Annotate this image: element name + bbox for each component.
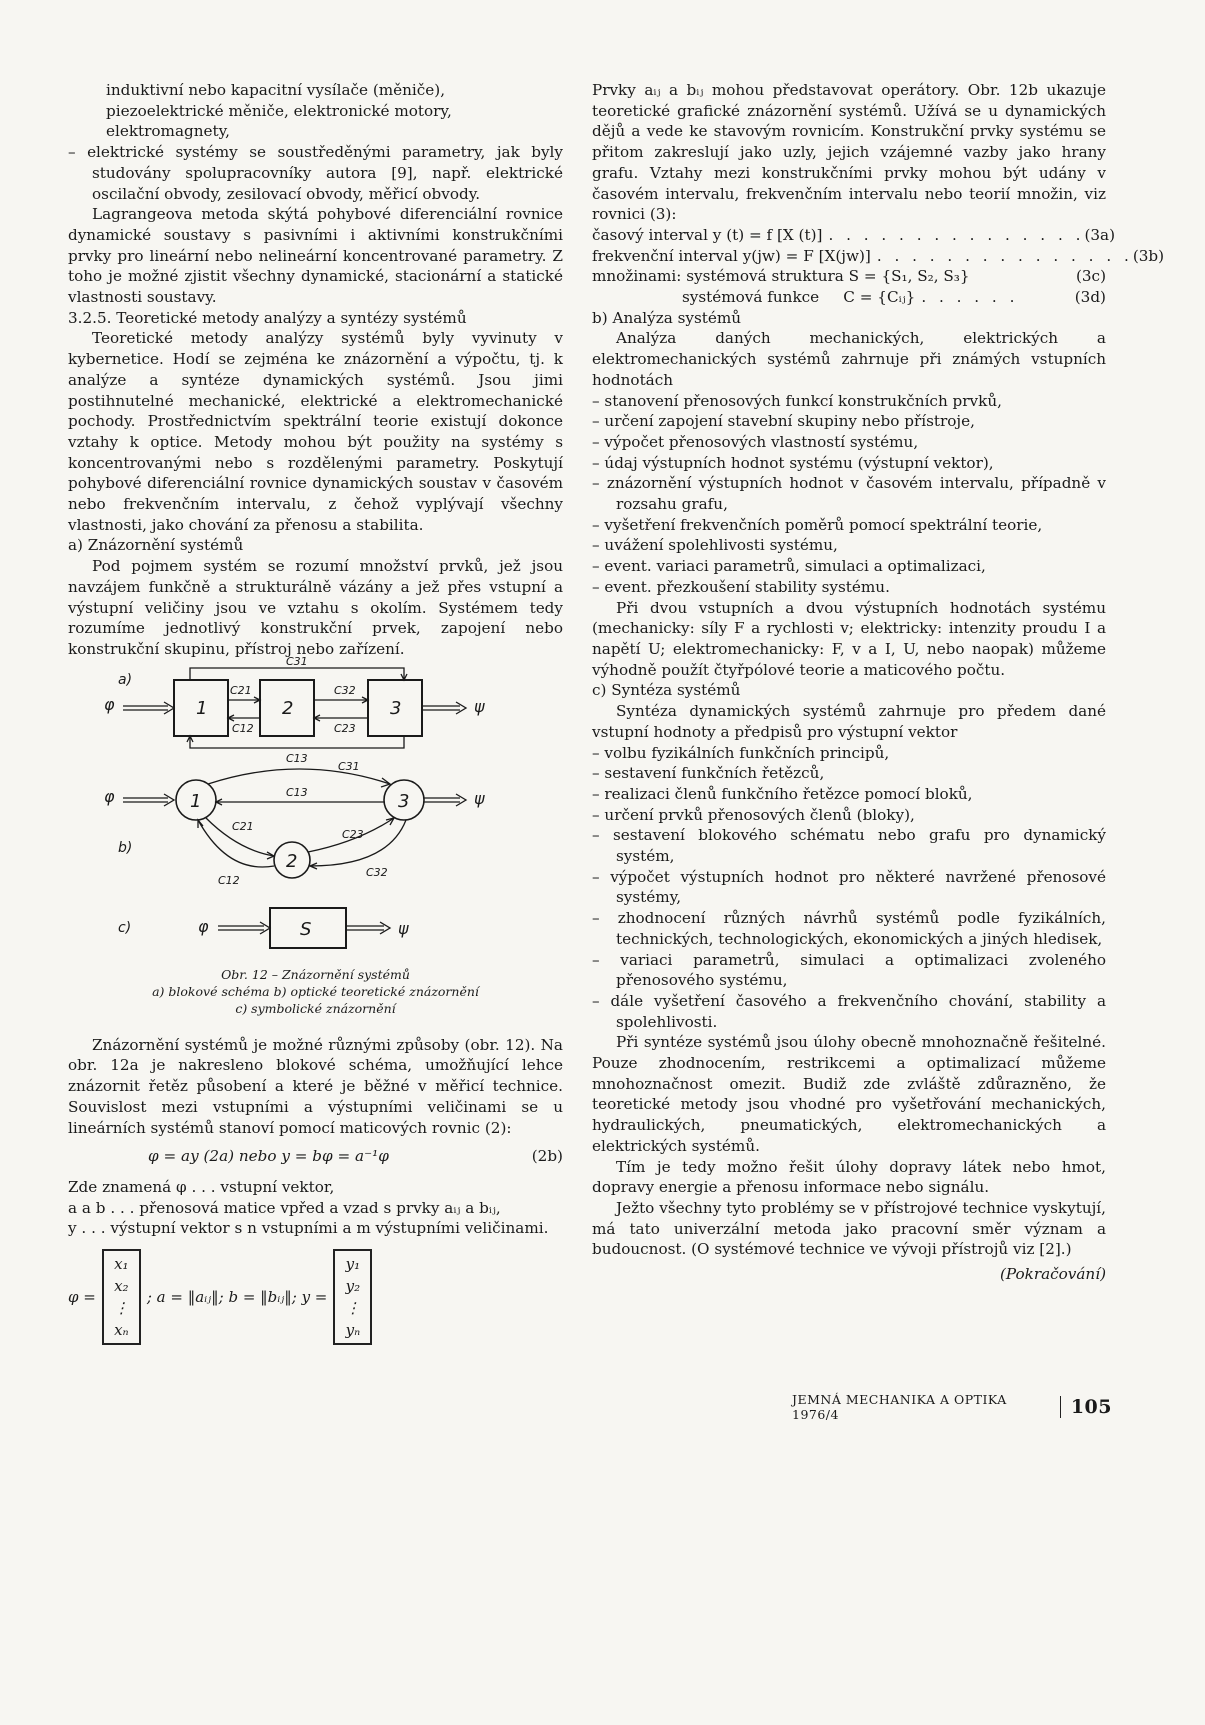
vector-y <box>333 1249 372 1345</box>
node-2-label: 2 <box>286 850 298 872</box>
b-c12: C12 <box>218 873 240 887</box>
block-3-label: 3 <box>390 697 402 719</box>
section-heading-325: 3.2.5. Teoretické metody analýzy a syntézy systémů <box>68 308 467 327</box>
equation-3c-text: množinami: systémová struktura S = {S₁, S₂, S₃} <box>592 267 970 286</box>
paragraph-elements: Prvky aᵢⱼ a bᵢⱼ mohou představovat operátory. Obr. 12b ukazuje teoretické grafické znázornění systémů. Užívá se u dynamických dějů a vede ke stavovým rovnicím. Konstrukční prvky systému se přitom zakreslují jako uzly, jejich vzájemné vazby jako hrany grafu. Vztahy mezi konstrukčními prvky mohou být udány v časovém intervalu, frekvenčním intervalu nebo teorií množin, viz rovnici (3): <box>592 81 1106 224</box>
list-item: – vyšetření frekvenčních poměrů pomocí spektrální teorie, <box>592 515 1043 534</box>
b-c21: C21 <box>232 819 254 833</box>
paragraph-system-concept: Pod pojmem systém se rozumí množství prvků, jež jsou navzájem funkčně a strukturálně vázány a jež přes vstupní a výstupní veličiny jsou ve vztahu s okolím. Systémem tedy rozumíme jednotlivý konstrukční prvek, zapojení nebo konstrukční skupinu, přístroj nebo zařízení. <box>68 557 563 658</box>
list-item: – dále vyšetření časového a frekvenčního chování, stability a spolehlivosti. <box>592 991 1106 1031</box>
paragraph-representation: Znázornění systémů je možné různými způsoby (obr. 12). Na obr. 12a je nakresleno blokové schéma, umožňující lehce znázornit řetěz působení a které je běžné v měřicí technice. Souvislost mezi vstupními a výstupními veličinami se u lineárních systémů stanoví pomocí maticových rovnic (2): <box>68 1035 563 1137</box>
vector-x-dots: ⋮ <box>113 1299 129 1318</box>
heading-b-analysis: b) Analýza systémů <box>592 308 742 327</box>
paragraph-two-inputs: Při dvou vstupních a dvou výstupních hodnotách systému (mechanicky: síly F a rychlosti v; elektricky: intenzity proudu I a napětí U; elektromechanicky: F, v a I, U, nebo naopak) můžeme výhodně použít čtyřpólové teorie a maticového počtu. <box>592 598 1106 679</box>
b-input-phi: φ <box>104 786 115 806</box>
bullet-electrical-systems: – elektrické systémy se soustředěnými parametry, jak byly studovány spolupracovníky autora [9], např. elektrické oscilační obvody, zesilovací obvody, měřicí obvody. <box>68 143 563 203</box>
c-output-psi: ψ <box>398 918 409 938</box>
block-1-label: 1 <box>196 697 208 719</box>
a-c13: C13 <box>286 751 308 765</box>
c-input-phi: φ <box>198 916 209 936</box>
a-c32: C32 <box>334 683 356 697</box>
matrix-middle: ; a = ‖aᵢⱼ‖; b = ‖bᵢⱼ‖; y = <box>146 1287 328 1306</box>
figure-caption-line2: c) symbolické znázornění <box>235 1000 396 1016</box>
b-c13: C13 <box>286 785 308 799</box>
equation-2b-number: (2b) <box>531 1147 563 1166</box>
matrix-phi-label: φ = <box>68 1287 96 1306</box>
a-c21: C21 <box>230 683 252 697</box>
list-item: – výpočet výstupních hodnot pro některé navržené přenosové systémy, <box>592 867 1106 907</box>
vector-y-dots: ⋮ <box>345 1299 361 1318</box>
paragraph-synthesis: Syntéza dynamických systémů zahrnuje pro předem dané vstupní hodnoty a předpisů pro výstupní vektor <box>592 702 1106 741</box>
vector-x-1: x₁ <box>114 1255 129 1274</box>
a-c12: C12 <box>232 721 254 735</box>
equation-2a: φ = ay (2a) nebo y = bφ = a⁻¹φ <box>148 1147 389 1166</box>
intro-continuation: induktivní nebo kapacitní vysílače (měniče), piezoelektrické měniče, elektronické motory, elektromagnety, <box>106 81 452 141</box>
vector-x <box>102 1249 141 1345</box>
page-footer <box>792 1392 1112 1422</box>
equation-3a: časový interval y (t) = f [X (t)] . . . . . . . . . . . . . . . (3a) <box>592 225 1116 244</box>
list-item: – sestavení blokového schématu nebo grafu pro dynamický systém, <box>592 826 1106 866</box>
label-c: c) <box>118 919 132 936</box>
equation-2 <box>68 1146 563 1167</box>
paragraph-instruments: Ježto všechny tyto problémy se v přístrojové technice vyskytují, má tato univerzální metoda jako pracovní směr význam a budoucnost. (O systémové technice ve vývoji přístrojů viz [2].) <box>592 1198 1106 1259</box>
list-item: – sestavení funkčních řetězců, <box>592 764 825 783</box>
a-output-psi: ψ <box>474 696 485 716</box>
right-column <box>592 80 1165 1285</box>
equation-3b-number: (3b) <box>1132 246 1165 265</box>
list-item: – určení zapojení stavební skupiny nebo přístroje, <box>592 412 975 431</box>
list-item: – event. přezkoušení stability systému. <box>592 577 890 596</box>
equation-3b-text: frekvenční interval y(jw) = F [X(jw)] <box>592 246 871 265</box>
paragraph-ambiguity: Při syntéze systémů jsou úlohy obecně mnohoznačně řešitelné. Pouze zhodnocením, restrikcemi a optimalizací můžeme mnohoznačnost omezit. Budiž zde zvláště zdůrazněno, že teoretické metody jsou vhodné pro vyšetřování mechanických, hydraulických, pneumatických, elektromechanických a elektrických systémů. <box>592 1033 1106 1155</box>
b-c31: C31 <box>338 759 360 773</box>
label-a: a) <box>118 671 133 688</box>
equation-3d: systémová funkce C = {Cᵢⱼ} . . . . . . (3d) <box>592 287 1106 308</box>
vector-y-n: yₙ <box>345 1321 361 1340</box>
journal-name: JEMNÁ MECHANIKA A OPTIKA 1976/4 <box>792 1392 1007 1422</box>
equation-3a-number: (3a) <box>1084 225 1116 244</box>
heading-a-representation: a) Znázornění systémů <box>68 536 244 555</box>
list-item: – výpočet přenosových vlastností systému, <box>592 432 919 451</box>
a-input-phi: φ <box>104 694 115 714</box>
left-column <box>68 80 563 1345</box>
list-item: – určení prvků přenosových členů (bloky), <box>592 805 915 824</box>
vector-x-2: x₂ <box>114 1277 129 1296</box>
block-s-label: S <box>300 918 312 940</box>
matrix-definitions <box>68 1249 563 1345</box>
figure-caption-line1: a) blokové schéma b) optické teoretické znázornění <box>152 983 479 999</box>
definition-phi: Zde znamená φ . . . vstupní vektor, <box>68 1177 335 1196</box>
node-1-label: 1 <box>190 790 202 812</box>
paragraph-lagrange: Lagrangeova metoda skýtá pohybové diferenciální rovnice dynamické soustavy s pasivními i aktivními konstrukčními prvky pro lineární nebo nelineární koncentrované parametry. Z toho je možné zjistit všechny dynamické, stacionární a statické vlastnosti soustavy. <box>68 205 563 307</box>
equation-3b: frekvenční interval y(jw) = F [X(jw)] . . . . . . . . . . . . . . . (3b) <box>592 246 1165 265</box>
heading-c-synthesis: c) Syntéza systémů <box>592 681 741 700</box>
list-item: – zhodnocení různých návrhů systémů podle fyzikálních, technických, technologických, ekonomických a jiných hledisek, <box>592 909 1106 948</box>
equation-3d-number: (3d) <box>1074 288 1106 307</box>
list-item: – uvážení spolehlivosti systému, <box>592 536 838 555</box>
definition-ab: a a b . . . přenosová matice vpřed a vzad s prvky aᵢⱼ a bᵢⱼ, <box>68 1198 501 1217</box>
vector-y-2: y₂ <box>345 1277 361 1296</box>
list-item: – realizaci členů funkčního řetězce pomocí bloků, <box>592 784 973 803</box>
continuation-note: (Pokračování) <box>999 1265 1106 1284</box>
block-2-label: 2 <box>282 697 294 719</box>
list-item: – stanovení přenosových funkcí konstrukčních prvků, <box>592 391 1002 410</box>
vector-y-1: y₁ <box>345 1255 361 1274</box>
page-number: 105 <box>1060 1396 1112 1418</box>
paragraph-theoretical-methods: Teoretické metody analýzy systémů byly vyvinuty v kybernetice. Hodí se zejména ke znázornění a výpočtu, tj. k analýze a syntéze dynamických systémů. Jsou jimi postihnutelné mechanické, elektrické a elektromechanické pochody. Prostřednictvím spektrální teorie existují dokonce vztahy k optice. Metody mohou být použity na systémy s koncentrovanými nebo s rozdělenými parametry. Poskytují pohybové diferenciální rovnice dynamických soustav v časovém nebo frekvenčním intervalu, z čehož vyplývají všechny vlastnosti, jako chování za přenosu a stabilita. <box>68 329 563 534</box>
equation-3c <box>592 266 1106 287</box>
vector-x-n: xₙ <box>114 1321 129 1340</box>
list-item: – volbu fyzikálních funkčních principů, <box>592 743 890 762</box>
a-c23: C23 <box>334 721 356 735</box>
list-item: – variaci parametrů, simulaci a optimalizaci zvoleného přenosového systému, <box>592 950 1106 990</box>
b-c32: C32 <box>366 865 388 879</box>
list-item: – údaj výstupních hodnot systému (výstupní vektor), <box>592 453 994 472</box>
b-output-psi: ψ <box>474 788 485 808</box>
a-c31: C31 <box>286 654 308 668</box>
label-b: b) <box>118 839 133 856</box>
figure-12-diagram <box>68 654 563 962</box>
equation-3d-text: systémová funkce C = {Cᵢⱼ} <box>682 288 916 307</box>
b-c23: C23 <box>342 827 364 841</box>
equation-3a-text: časový interval y (t) = f [X (t)] <box>592 225 823 244</box>
definition-y: y . . . výstupní vektor s n vstupními a m výstupními veličinami. <box>68 1219 549 1238</box>
list-item: – znázornění výstupních hodnot v časovém intervalu, případně v rozsahu grafu, <box>592 474 1106 514</box>
node-3-label: 3 <box>398 790 410 812</box>
paragraph-transport: Tím je tedy možno řešit úlohy dopravy látek nebo hmot, dopravy energie a přenosu informace nebo signálu. <box>592 1157 1106 1197</box>
list-item: – event. variaci parametrů, simulaci a optimalizaci, <box>592 557 986 576</box>
equation-3c-number: (3c) <box>1075 267 1106 286</box>
paragraph-analysis: Analýza daných mechanických, elektrických a elektromechanických systémů zahrnuje při známých vstupních hodnotách <box>592 329 1106 389</box>
figure-caption-title: Obr. 12 – Znázornění systémů <box>221 966 410 982</box>
